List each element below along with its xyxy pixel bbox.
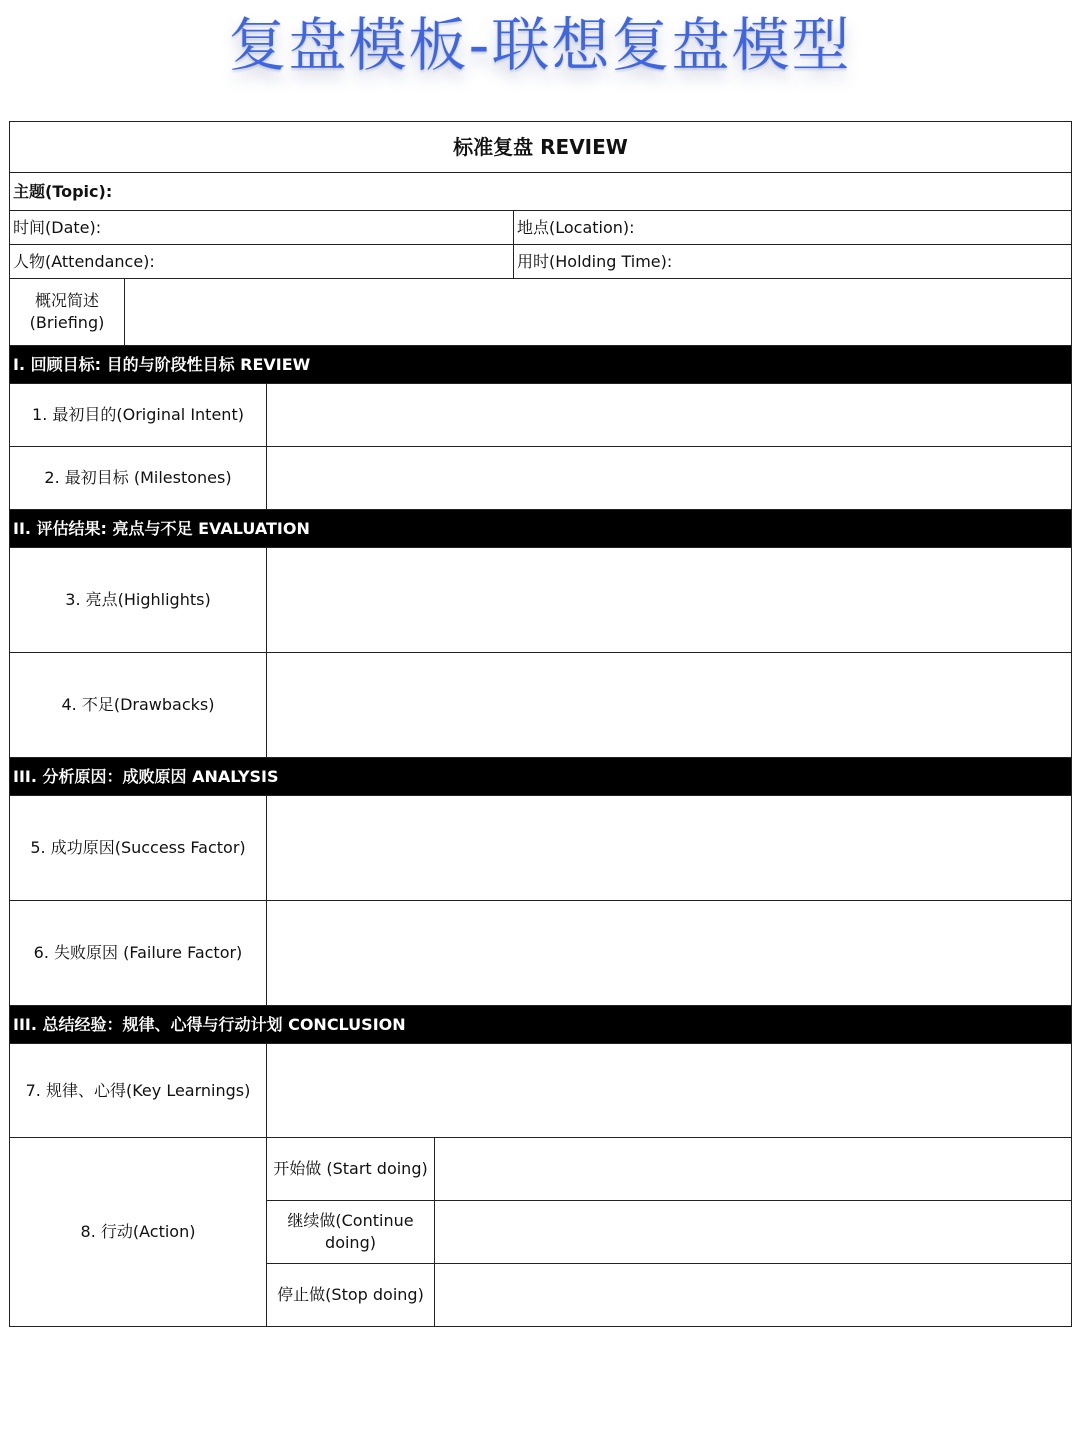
table-title: 标准复盘 REVIEW xyxy=(10,122,1072,173)
section-heading: III. 总结经验：规律、心得与行动计划 CONCLUSION xyxy=(10,1006,1072,1044)
briefing-input[interactable] xyxy=(125,279,1072,346)
table-title-row xyxy=(10,122,1072,173)
original-intent-label: 1. 最初目的(Original Intent) xyxy=(10,384,267,447)
continue-doing-input[interactable] xyxy=(435,1201,1072,1264)
milestones-input[interactable] xyxy=(267,447,1072,510)
section-heading: II. 评估结果: 亮点与不足 EVALUATION xyxy=(10,510,1072,548)
continue-doing-label: 继续做(Continue doing) xyxy=(267,1201,435,1264)
table-row xyxy=(10,653,1072,758)
failure-factor-input[interactable] xyxy=(267,901,1072,1006)
highlights-input[interactable] xyxy=(267,548,1072,653)
table-row xyxy=(10,1044,1072,1138)
date-label[interactable]: 时间(Date): xyxy=(10,211,514,245)
date-location-row xyxy=(10,211,1072,245)
table-row xyxy=(10,1138,1072,1201)
topic-row xyxy=(10,173,1072,211)
banner-title: 复盘模板-联想复盘模型 xyxy=(228,11,852,79)
failure-factor-label: 6. 失败原因 (Failure Factor) xyxy=(10,901,267,1006)
start-doing-label: 开始做 (Start doing) xyxy=(267,1138,435,1201)
milestones-label: 2. 最初目标 (Milestones) xyxy=(10,447,267,510)
start-doing-input[interactable] xyxy=(435,1138,1072,1201)
table-row xyxy=(10,796,1072,901)
drawbacks-label: 4. 不足(Drawbacks) xyxy=(10,653,267,758)
stop-doing-input[interactable] xyxy=(435,1264,1072,1327)
holding-time-label[interactable]: 用时(Holding Time): xyxy=(514,245,1072,279)
briefing-label xyxy=(10,279,125,346)
original-intent-input[interactable] xyxy=(267,384,1072,447)
section-header-conclusion xyxy=(10,1006,1072,1044)
banner xyxy=(0,0,1080,100)
table-row xyxy=(10,447,1072,510)
briefing-label-text: 概况简述 (Briefing) xyxy=(29,291,105,332)
section-heading: I. 回顾目标: 目的与阶段性目标 REVIEW xyxy=(10,346,1072,384)
success-factor-input[interactable] xyxy=(267,796,1072,901)
stop-doing-label: 停止做(Stop doing) xyxy=(267,1264,435,1327)
key-learnings-label: 7. 规律、心得(Key Learnings) xyxy=(10,1044,267,1138)
section-heading: III. 分析原因：成败原因 ANALYSIS xyxy=(10,758,1072,796)
review-template-table xyxy=(9,121,1072,1327)
attendance-label[interactable]: 人物(Attendance): xyxy=(10,245,514,279)
table-row xyxy=(10,548,1072,653)
highlights-label: 3. 亮点(Highlights) xyxy=(10,548,267,653)
location-label[interactable]: 地点(Location): xyxy=(514,211,1072,245)
section-header-evaluation xyxy=(10,510,1072,548)
briefing-row xyxy=(10,279,1072,346)
drawbacks-input[interactable] xyxy=(267,653,1072,758)
table-row xyxy=(10,384,1072,447)
table-row xyxy=(10,901,1072,1006)
section-header-analysis xyxy=(10,758,1072,796)
section-header-review xyxy=(10,346,1072,384)
key-learnings-input[interactable] xyxy=(267,1044,1072,1138)
attendance-time-row xyxy=(10,245,1072,279)
success-factor-label: 5. 成功原因(Success Factor) xyxy=(10,796,267,901)
action-label: 8. 行动(Action) xyxy=(10,1138,267,1327)
topic-label[interactable]: 主题(Topic): xyxy=(10,173,1072,211)
